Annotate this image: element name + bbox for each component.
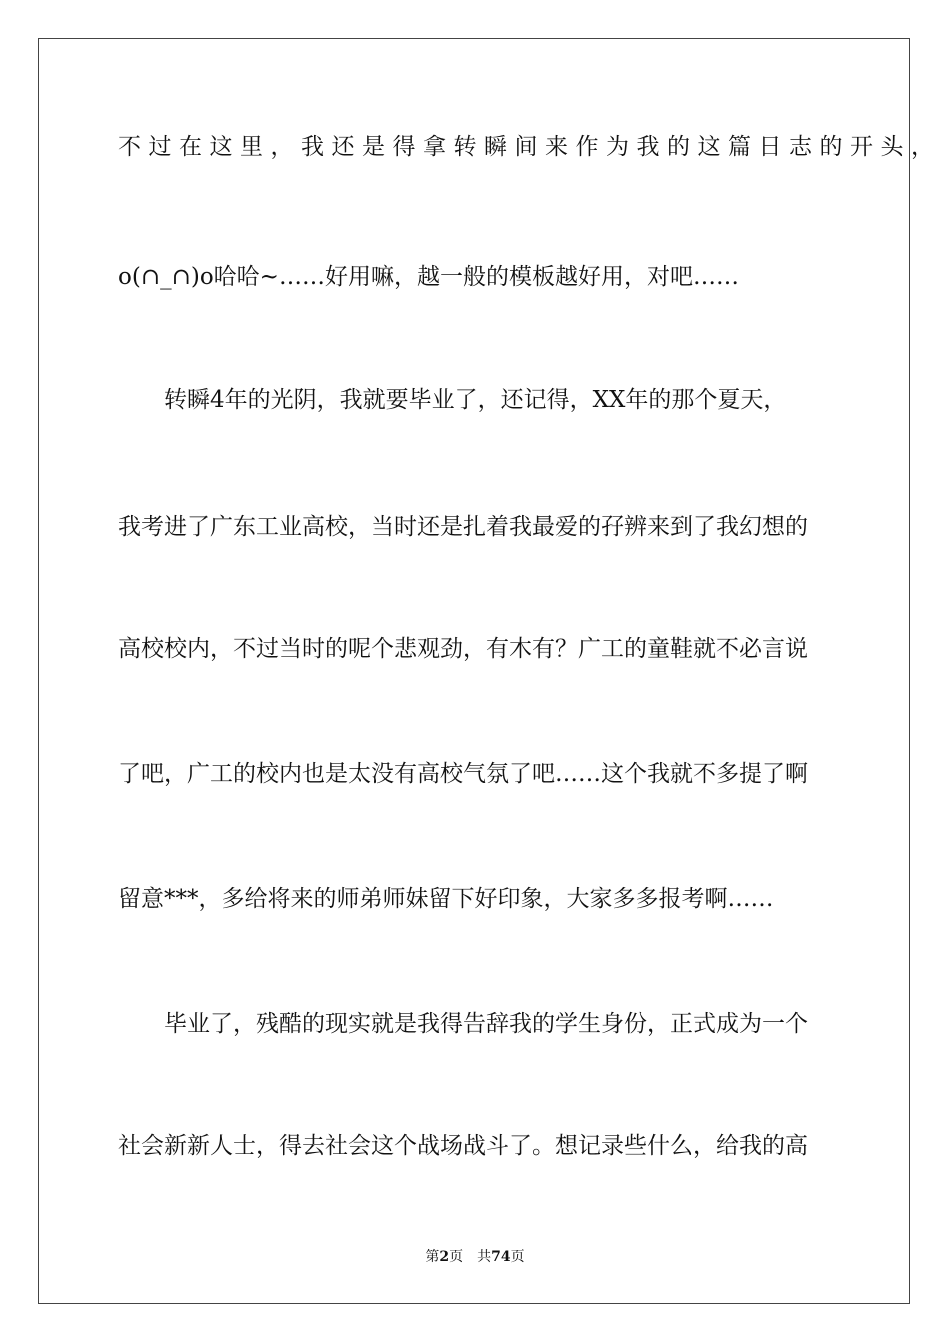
text-line-5: 高校校内，不过当时的呢个悲观劲，有木有？广工的童鞋就不必言说	[118, 636, 808, 662]
text-line-1: 不过在这里，我还是得拿转瞬间来作为我的这篇日志的开头，	[118, 134, 942, 160]
text-line-7: 留意***，多给将来的师弟师妹留下好印象，大家多多报考啊……	[118, 886, 774, 912]
page-border	[38, 38, 910, 1304]
text-line-3: 转瞬4年的光阴，我就要毕业了，还记得，XX年的那个夏天，	[164, 387, 787, 413]
total-prefix: 共	[477, 1249, 492, 1265]
text-line-4: 我考进了广东工业高校，当时还是扎着我最爱的孖辨来到了我幻想的	[118, 514, 808, 540]
page-prefix: 第	[425, 1249, 440, 1265]
text-line-6: 了吧，广工的校内也是太没有高校气氛了吧……这个我就不多提了啊	[118, 761, 808, 787]
page-footer	[0, 1248, 950, 1266]
text-line-9: 社会新新人士，得去社会这个战场战斗了。想记录些什么，给我的高	[118, 1133, 808, 1159]
page-number: 2	[439, 1249, 450, 1265]
total-pages: 74	[491, 1249, 511, 1265]
text-line-8: 毕业了，残酷的现实就是我得告辞我的学生身份，正式成为一个	[164, 1011, 808, 1037]
page-suffix: 页	[449, 1249, 464, 1265]
total-suffix: 页	[510, 1249, 525, 1265]
text-line-2: o(∩_∩)o哈哈~……好用嘛，越一般的模板越好用，对吧……	[118, 264, 739, 290]
